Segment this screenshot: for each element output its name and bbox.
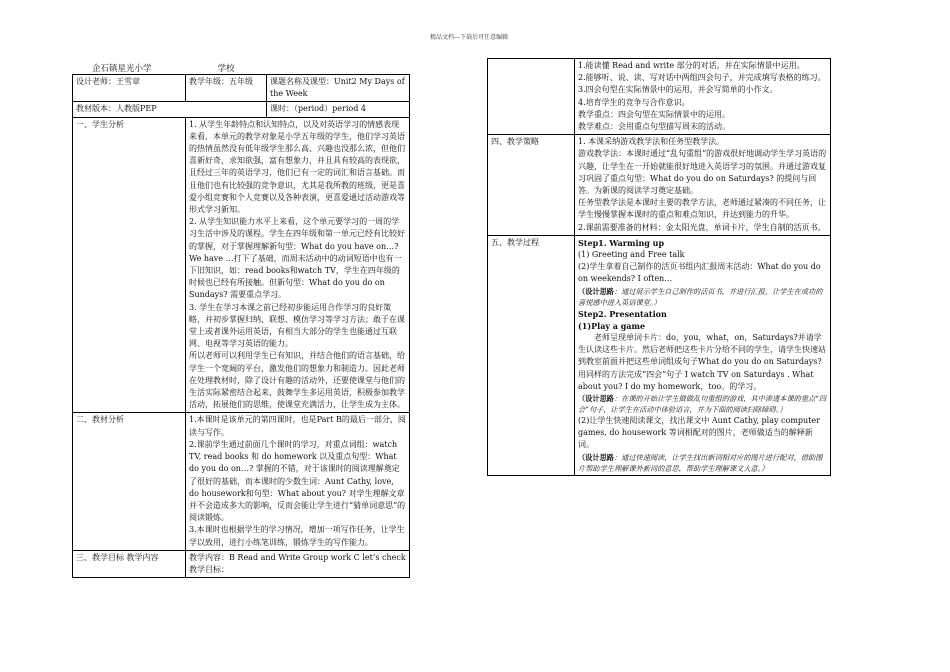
design-note: （设计思路：在课的开始让学生做做乱句重组的游戏，其中渗透本课的重点“四会”句子，让学生在活动中体验语言，并为下面的阅读扫除障碍。） bbox=[578, 394, 827, 415]
table-row bbox=[488, 235, 831, 475]
paragraph: 2.课前学生通过前面几个课时的学习，对重点词组：watch TV, read books 和 do homework 以及重点句型：What do you do on…? 掌握的不错，对于该课时的阅读理解奠定了很好的基础，而本课时的少数生词：Aunt Cathy, love, do housework和句型：What about you? 对学生理解文章并不会造成多大的影响，反而会能让学生进行“猜单词意思”的阅读锻炼。 bbox=[189, 439, 406, 523]
grade-cell: 教学年级：五年级 bbox=[186, 75, 267, 102]
teaching-process bbox=[575, 235, 831, 475]
paragraph: 1.本课时是该单元的第四课时，也是Part B的最后一部分，阅读与写作。 bbox=[189, 415, 406, 437]
left-lesson-table bbox=[72, 74, 410, 578]
student-analysis bbox=[186, 117, 410, 413]
section-title: 三、教学目标 教学内容 bbox=[73, 550, 186, 577]
paragraph: 教学难点：会用重点句型描写周末的活动。 bbox=[578, 122, 730, 132]
school-name: 企石镇星光小学 bbox=[92, 64, 152, 74]
school-line bbox=[92, 62, 235, 74]
material-analysis bbox=[186, 413, 410, 550]
paragraph: 3.四会句型在实际情景中的运用，并会写简单的小作文。 bbox=[578, 85, 778, 95]
step-heading: Step2. Presentation bbox=[578, 308, 667, 319]
paragraph: (1) Greeting and Free talk bbox=[578, 250, 685, 260]
table-row bbox=[73, 102, 410, 117]
right-lesson-table bbox=[487, 58, 831, 476]
table-row bbox=[73, 550, 410, 577]
teaching-goals bbox=[575, 59, 831, 135]
step-heading: Step1. Warming up bbox=[578, 237, 665, 248]
paragraph: (2)学生拿着自己制作的活页书组内汇报周末活动：What do you do on weekends? I often… bbox=[578, 262, 821, 284]
paragraph: 1. 从学生年龄特点和认知特点，以及对英语学习的情感表现来看，本单元的教学对象是小学五年级的学生，他们学习英语的热情虽然没有低年级学生那么高、兴趣也没那么浓，但他们喜新好奇，求知欲强，富有想象力，并且具有较高的表现欲，且经过三年的英语学习，他们已有一定的词汇和语言基础。而且他们也有比较强的竞争意识，尤其是我所教的班级，更是喜爱小组竞赛和个人竞赛以及各种表演，更喜爱通过活动游戏等形式学习新知。 bbox=[189, 119, 405, 215]
section-title: 二、教材分析 bbox=[73, 413, 186, 550]
section-title: 四、教学策略 bbox=[488, 135, 575, 236]
table-row bbox=[73, 75, 410, 102]
teaching-strategy bbox=[575, 135, 831, 236]
paragraph: 2.课前需要准备的材料：金太阳光盘，单词卡片，学生自制的活页书。 bbox=[578, 222, 826, 232]
topic-cell: 课题名称及课型：Unit2 My Days of the Week bbox=[267, 75, 410, 102]
section-title: 一、学生分析 bbox=[73, 117, 186, 413]
paragraph: 3. 学生在学习本课之前已经初步能运用合作学习的良好策略，并初步掌握归纳、联想、模仿学习等学习方法；敢于在课堂上或者课外运用英语，有相当大部分的学生也能通过互联网、电视等学习英语的能力。 bbox=[189, 302, 405, 349]
paragraph: (2)让学生快速阅读课文，找出课文中 Aunt Cathy, play computer games, do housework 等词相配对的图片，老师做适当的解释新词。 bbox=[578, 416, 820, 450]
paragraph: 3.本课时也根据学生的学习情况，增加一项写作任务，让学生学以致用，进行小练笔训练，锻炼学生的写作能力。 bbox=[189, 525, 405, 547]
empty-cell bbox=[488, 59, 575, 135]
table-row bbox=[488, 135, 831, 236]
teaching-content bbox=[186, 550, 410, 577]
paragraph: 2. 从学生知识能力水平上来看，这个单元要学习的一周的学习生活中涉及的课程。学生在四年级和第一单元已经有比较好的掌握，对于掌握理解新句型：What do you have on…? We have …打下了基础，而周末活动中的动词短语中也有一下旧知识，如：read books和watch TV，学生在四年级的时候也已经有所接触。但新句型：What do you do on Sundays? 需要重点学习。 bbox=[189, 217, 405, 300]
teacher-cell: 设计老师：王雪章 bbox=[73, 75, 186, 102]
period-cell: 课时：（period）period 4 bbox=[267, 102, 410, 117]
paragraph: 所以老师可以利用学生已有知识，并结合他们的语言基础，给学生一个宽阔的平台，激发他们的想象力和制造力。因此老师在处理教材时，除了设计有趣的活动外，还要使课堂与他们的生活实际紧密结合起来，鼓舞学生多运用英语，积极参加教学活动，拓展他们的思维，使课堂充满活力，让学生成为主体。 bbox=[189, 351, 405, 410]
paragraph: 教学重点：四会句型在实际情景中的运用。 bbox=[578, 109, 730, 119]
section-title: 五、教学过程 bbox=[488, 235, 575, 475]
paragraph: 教学内容：B Read and Write Group work C let’s check bbox=[189, 552, 406, 562]
design-note: （设计思路：通过快速阅读，让学生找出新词相对应的图片进行配对，借助图片帮助学生理解课外新词的意思，帮助学生理解课文大意。） bbox=[578, 452, 823, 473]
paragraph: 任务型教学法是本课时主要的教学方法，老师通过紧凑的不同任务，让学生慢慢掌握本课时的重点和难点知识，并达到能力的升华。 bbox=[578, 198, 826, 220]
paragraph: 老师呈现单词卡片：do，you，what，on，Saturdays?并请学生认读这些卡片。然后老师把这些卡片分给不同的学生，请学生快速站到教室前面并把这些单词组成句子What do you do on Saturdays?用同样的方法完成“四会”句子 I watch TV on Saturdays . What about you? I do my homework，too。的学习。 bbox=[578, 333, 826, 391]
header-note: 精品文档---下载后可任意编辑 bbox=[430, 34, 509, 41]
paragraph: 1. 本课采纳游戏教学法和任务型教学法。 bbox=[578, 137, 725, 147]
design-note: （设计思路：通过展示学生自己制作的活页书，并进行汇报，让学生在成功的喜悦感中进入英语课堂。） bbox=[578, 286, 823, 307]
paragraph: 教学目标： bbox=[189, 564, 229, 574]
sub-heading: (1)Play a game bbox=[578, 320, 646, 331]
paragraph: 1.能读懂 Read and write 部分的对话，并在实际情景中运用。 bbox=[578, 61, 805, 70]
table-row bbox=[73, 117, 410, 413]
table-row bbox=[73, 413, 410, 550]
paragraph: 2.能够听、说、读、写对话中两组四会句子，并完成填写表格的练习。 bbox=[578, 73, 826, 83]
table-row bbox=[488, 59, 831, 135]
school-suffix: 学校 bbox=[217, 64, 235, 74]
paragraph: 4.培育学生的竞争与合作意识。 bbox=[578, 97, 690, 107]
edition-cell: 教材版本：人教版PEP bbox=[73, 102, 267, 117]
paragraph: 游戏教学法：本课时通过“乱句重组”的游戏很好地调动学生学习英语的兴趣，让学生在一开始就能很好地进入英语学习的氛围。并通过游戏复习巩固了重点句型：What do you do on Saturdays? 的提问与回答。为新课的阅读学习奠定基础。 bbox=[578, 149, 827, 196]
